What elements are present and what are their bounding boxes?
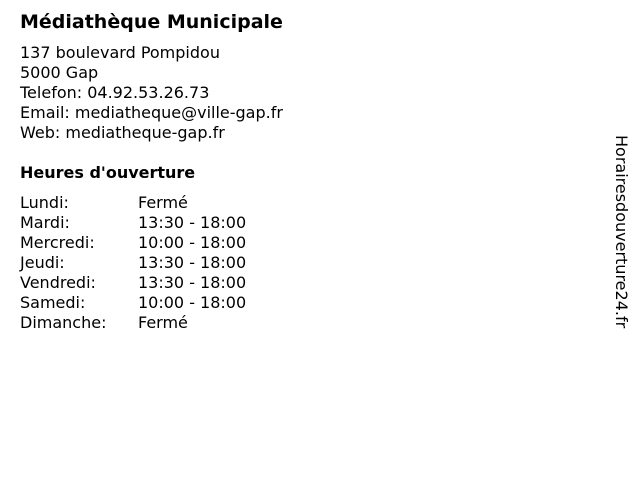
hours-row-sunday (20, 313, 246, 333)
day-label: Vendredi: (20, 273, 96, 292)
hours-row-friday (20, 273, 246, 293)
hours-row-saturday (20, 293, 246, 313)
opening-hours-table (20, 193, 246, 333)
day-hours: Fermé (138, 193, 188, 212)
phone-number: Telefon: 04.92.53.26.73 (20, 83, 210, 102)
day-label: Dimanche: (20, 313, 107, 332)
day-hours: 10:00 - 18:00 (138, 233, 247, 252)
day-hours: 10:00 - 18:00 (138, 293, 247, 312)
street-address: 137 boulevard Pompidou (20, 43, 220, 62)
day-label: Samedi: (20, 293, 86, 312)
day-label: Mardi: (20, 213, 70, 232)
day-hours: Fermé (138, 313, 188, 332)
hours-row-wednesday (20, 233, 246, 253)
opening-hours-heading: Heures d'ouverture (20, 163, 196, 182)
website: Web: mediatheque-gap.fr (20, 123, 225, 142)
hours-row-monday (20, 193, 246, 213)
day-hours: 13:30 - 18:00 (138, 213, 247, 232)
page-title: Médiathèque Municipale (20, 11, 283, 33)
day-hours: 13:30 - 18:00 (138, 253, 247, 272)
hours-row-thursday (20, 253, 246, 273)
day-hours: 13:30 - 18:00 (138, 273, 247, 292)
hours-row-tuesday (20, 213, 246, 233)
day-label: Lundi: (20, 193, 69, 212)
day-label: Jeudi: (20, 253, 65, 272)
watermark-text: Horairesdouverture24.fr (612, 135, 631, 329)
day-label: Mercredi: (20, 233, 95, 252)
address-block (20, 43, 283, 143)
email-address: Email: mediatheque@ville-gap.fr (20, 103, 283, 122)
city-postcode: 5000 Gap (20, 63, 99, 82)
